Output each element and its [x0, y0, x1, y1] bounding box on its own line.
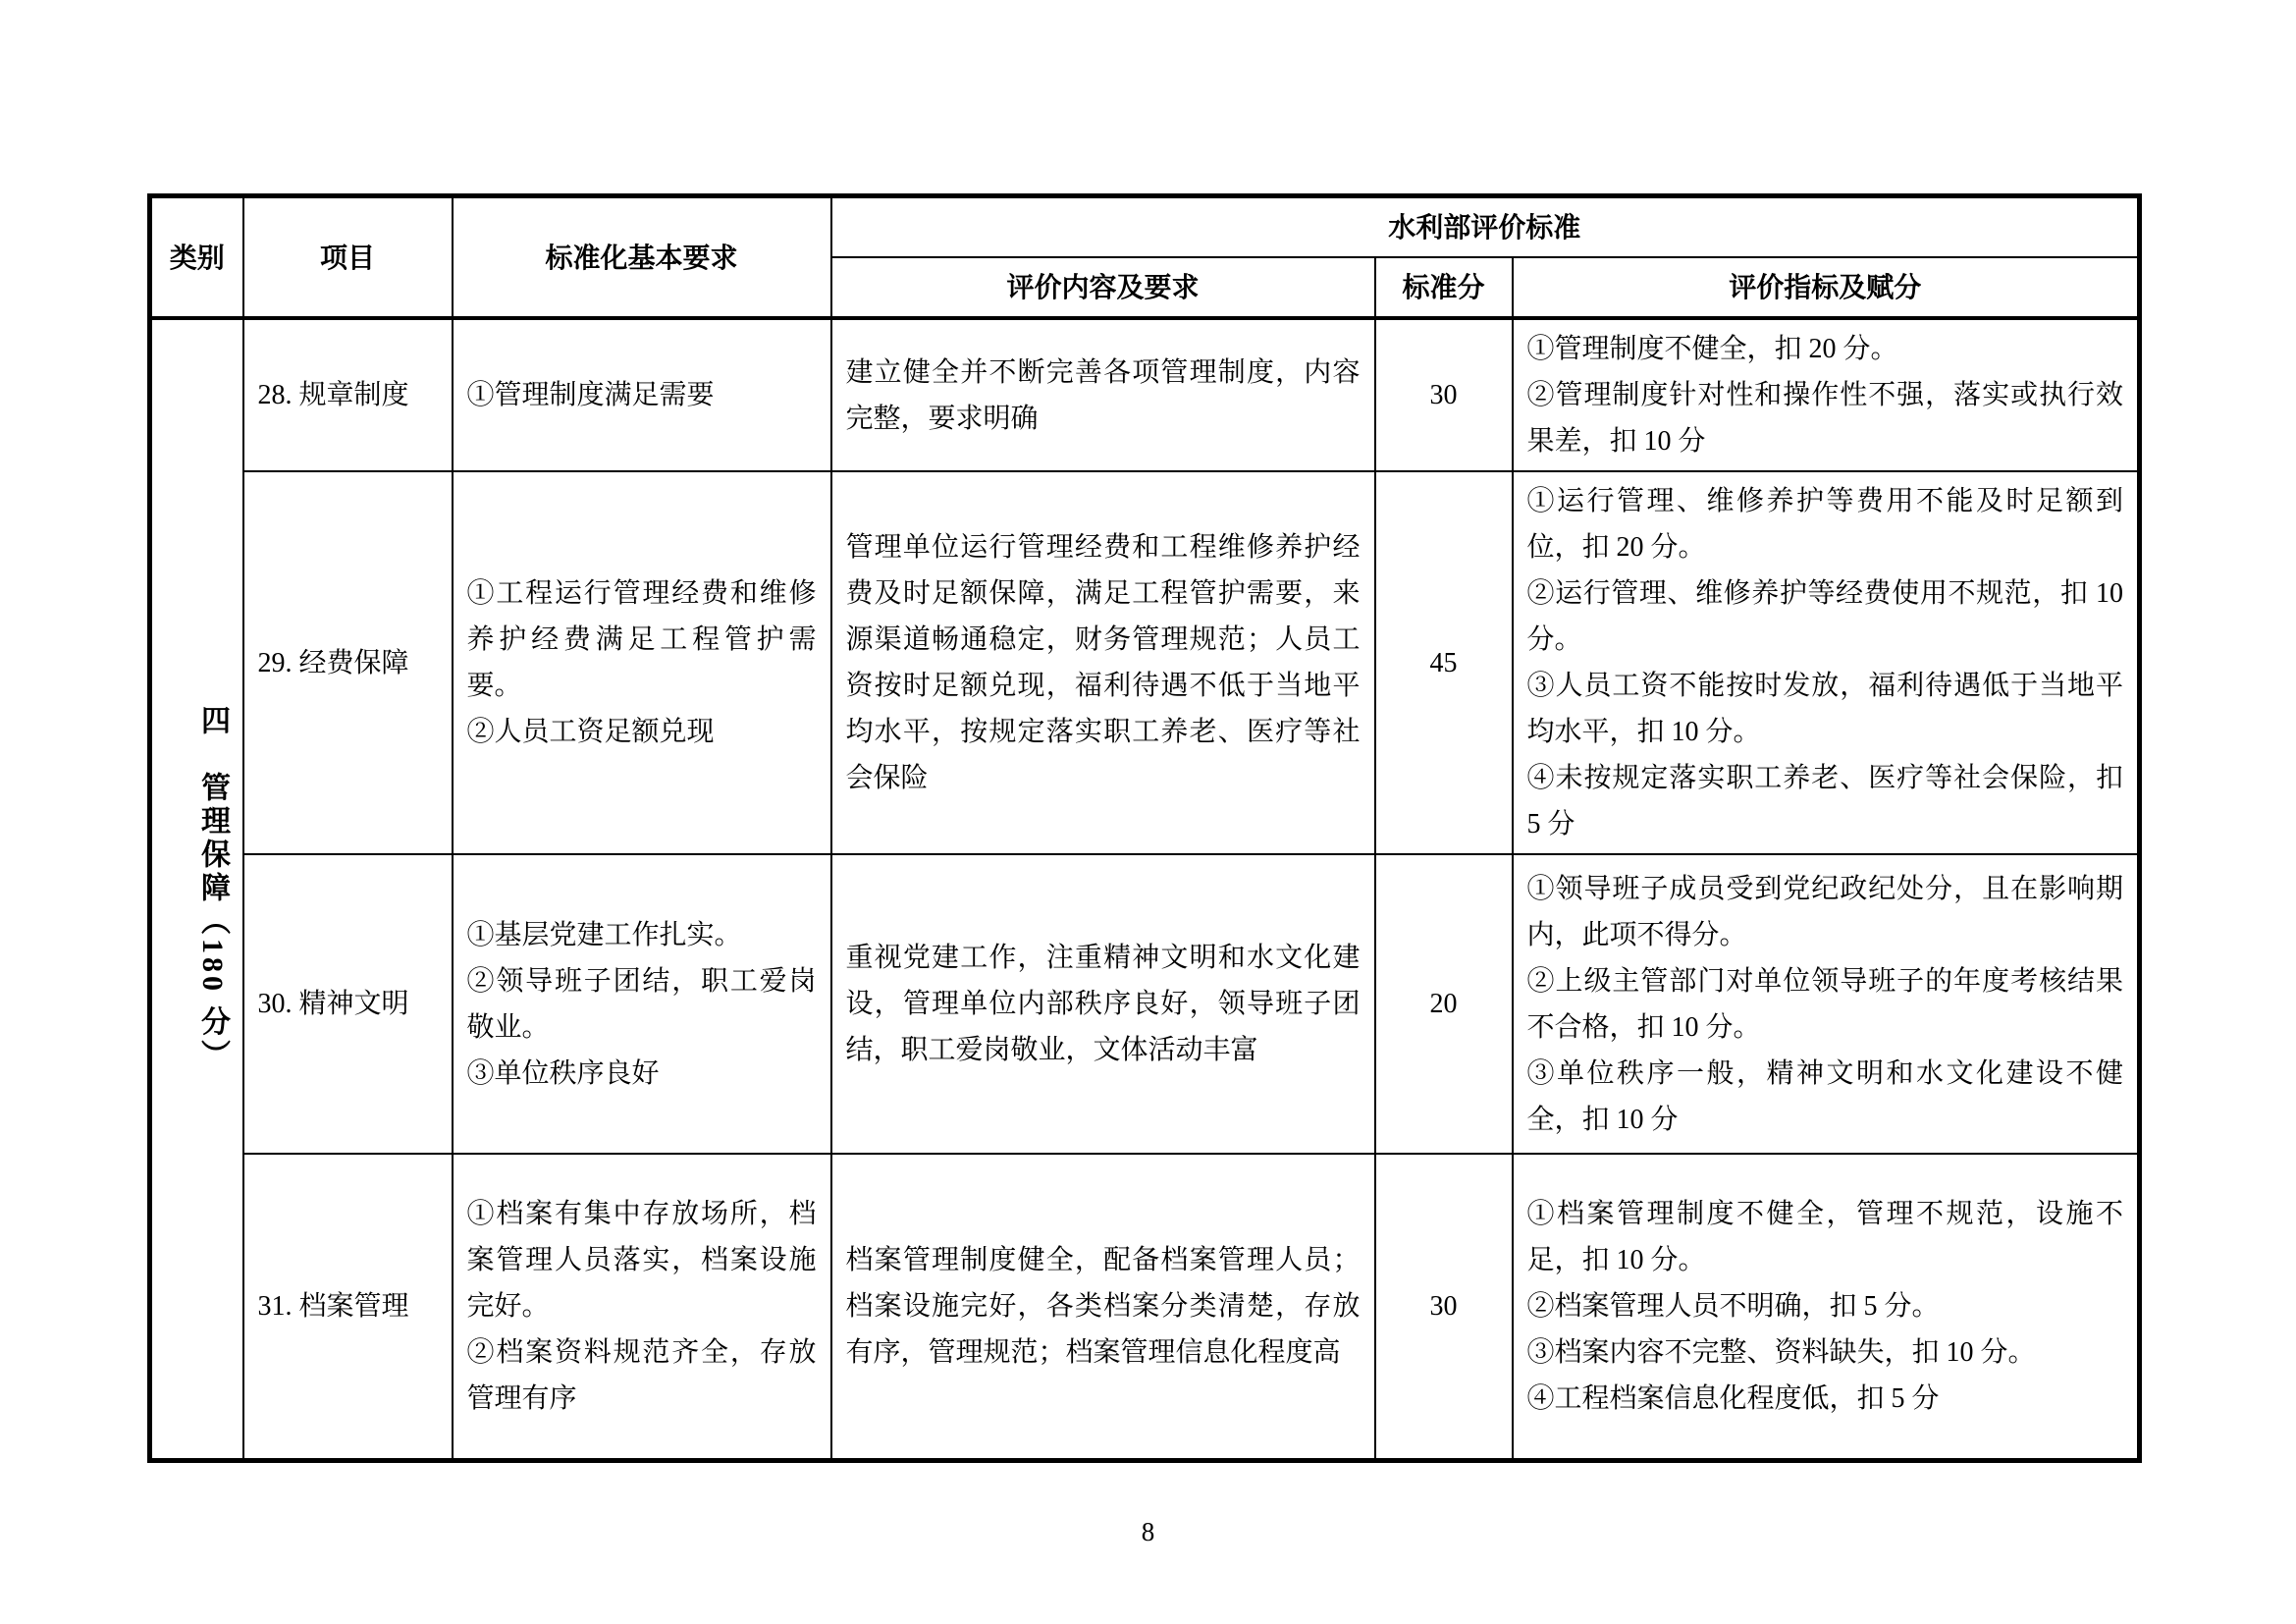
eval-content-cell: 建立健全并不断完善各项管理制度，内容完整，要求明确: [831, 318, 1375, 471]
indicator-item: ②管理制度针对性和操作性不强，落实或执行效果差，扣 10 分: [1526, 380, 2124, 457]
table-row: [150, 471, 2140, 854]
table-header: [150, 196, 2140, 319]
basic-item: ③单位秩序良好: [466, 1057, 660, 1089]
table-row: [150, 318, 2140, 471]
category-vertical-label: 四 管理保障（180 分）: [196, 705, 229, 1073]
indicator-item: ③档案内容不完整、资料缺失，扣 10 分。: [1526, 1336, 2036, 1368]
project-cell: 31. 档案管理: [243, 1154, 453, 1460]
basic-item: ①档案有集中存放场所，档案管理人员落实，档案设施完好。: [466, 1198, 817, 1322]
evaluation-table: [147, 193, 2142, 1463]
basic-item: ②人员工资足额兑现: [466, 717, 715, 747]
header-ministry-standard: 水利部评价标准: [831, 196, 2140, 258]
indicator-item: ②运行管理、维修养护等经费使用不规范，扣 10 分。: [1526, 578, 2124, 655]
indicator-item: ①档案管理制度不健全，管理不规范，设施不足，扣 10 分。: [1526, 1198, 2124, 1275]
page-number: 8: [1141, 1517, 1155, 1546]
header-eval-content: 评价内容及要求: [831, 257, 1375, 318]
table-row: [150, 854, 2140, 1154]
indicator-item: ①管理制度不健全，扣 20 分。: [1526, 334, 1898, 364]
basic-item: ①工程运行管理经费和维修养护经费满足工程管护需要。: [466, 578, 817, 701]
basic-req-cell: [453, 854, 831, 1154]
header-standard-score: 标准分: [1375, 257, 1513, 318]
indicator-item: ③单位秩序一般，精神文明和水文化建设不健全，扣 10 分: [1526, 1057, 2124, 1135]
header-project: 项目: [243, 196, 453, 319]
indicator-item: ④未按规定落实职工养老、医疗等社会保险，扣 5 分: [1526, 763, 2124, 839]
basic-item: ②档案资料规范齐全，存放管理有序: [466, 1336, 817, 1414]
indicator-item: ②档案管理人员不明确，扣 5 分。: [1526, 1290, 1940, 1322]
basic-req-cell: [453, 471, 831, 854]
indicators-cell: [1513, 1154, 2140, 1460]
table-row: [150, 1154, 2140, 1460]
eval-content-cell: 档案管理制度健全，配备档案管理人员；档案设施完好，各类档案分类清楚，存放有序，管理规范；档案管理信息化程度高: [831, 1154, 1375, 1460]
basic-req-cell: [453, 318, 831, 471]
basic-req-cell: [453, 1154, 831, 1460]
indicator-item: ②上级主管部门对单位领导班子的年度考核结果不合格，扣 10 分。: [1526, 965, 2124, 1043]
score-cell: 20: [1375, 854, 1513, 1154]
eval-content-cell: 重视党建工作，注重精神文明和水文化建设，管理单位内部秩序良好，领导班子团结，职工爱岗敬业，文体活动丰富: [831, 854, 1375, 1154]
category-cell: [150, 318, 243, 1460]
header-indicators: 评价指标及赋分: [1513, 257, 2140, 318]
score-cell: 45: [1375, 471, 1513, 854]
indicator-item: ①运行管理、维修养护等费用不能及时足额到位，扣 20 分。: [1526, 486, 2124, 563]
indicators-cell: [1513, 854, 2140, 1154]
project-cell: 28. 规章制度: [243, 318, 453, 471]
basic-item: ②领导班子团结，职工爱岗敬业。: [466, 965, 817, 1043]
score-cell: 30: [1375, 1154, 1513, 1460]
project-cell: 30. 精神文明: [243, 854, 453, 1154]
indicators-cell: [1513, 318, 2140, 471]
header-category: 类别: [150, 196, 243, 319]
indicator-item: ①领导班子成员受到党纪政纪处分，且在影响期内，此项不得分。: [1526, 873, 2124, 950]
indicators-cell: [1513, 471, 2140, 854]
project-cell: 29. 经费保障: [243, 471, 453, 854]
basic-item: ①管理制度满足需要: [466, 380, 715, 410]
header-basic-req: 标准化基本要求: [453, 196, 831, 319]
indicator-item: ④工程档案信息化程度低，扣 5 分: [1526, 1382, 1940, 1414]
eval-content-cell: 管理单位运行管理经费和工程维修养护经费及时足额保障，满足工程管护需要，来源渠道畅通稳定，财务管理规范；人员工资按时足额兑现，福利待遇不低于当地平均水平，按规定落实职工养老、医疗等社会保险: [831, 471, 1375, 854]
score-cell: 30: [1375, 318, 1513, 471]
indicator-item: ③人员工资不能按时发放，福利待遇低于当地平均水平，扣 10 分。: [1526, 671, 2124, 747]
basic-item: ①基层党建工作扎实。: [466, 919, 742, 950]
